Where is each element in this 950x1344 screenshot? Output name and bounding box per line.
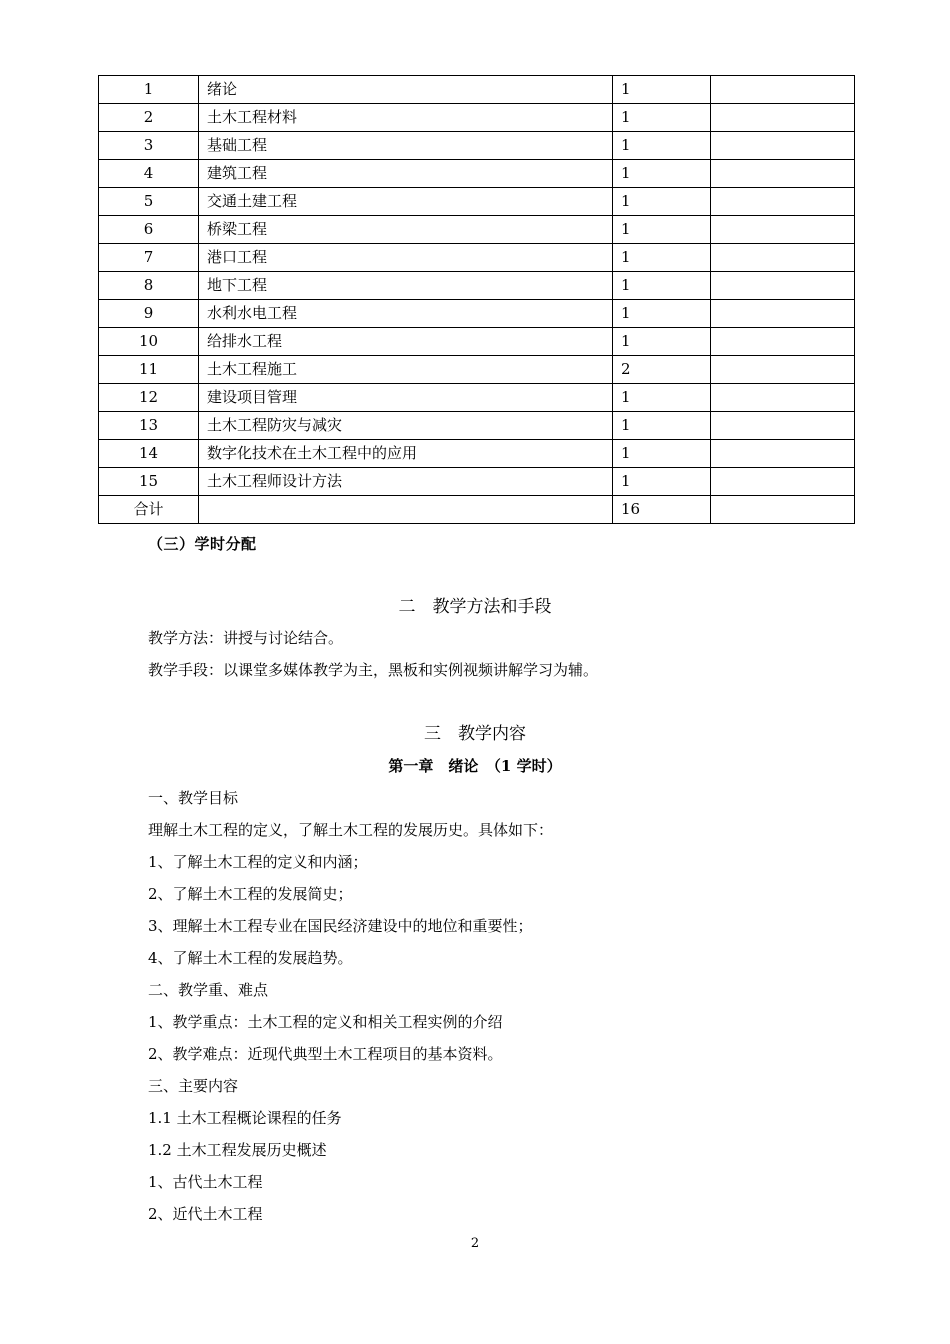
row-hours: 1 bbox=[613, 468, 711, 496]
row-note bbox=[711, 496, 855, 524]
content-line: 1、古代土木工程 bbox=[148, 1173, 263, 1191]
row-note bbox=[711, 356, 855, 384]
row-topic: 水利水电工程 bbox=[199, 300, 613, 328]
row-hours: 1 bbox=[613, 440, 711, 468]
row-hours: 1 bbox=[613, 412, 711, 440]
row-topic: 交通土建工程 bbox=[199, 188, 613, 216]
row-number: 3 bbox=[99, 132, 199, 160]
row-number: 12 bbox=[99, 384, 199, 412]
row-topic: 土木工程防灾与减灾 bbox=[199, 412, 613, 440]
row-hours: 1 bbox=[613, 188, 711, 216]
row-topic: 土木工程材料 bbox=[199, 104, 613, 132]
content-line: 3、理解土木工程专业在国民经济建设中的地位和重要性； bbox=[148, 917, 533, 935]
row-hours: 2 bbox=[613, 356, 711, 384]
table-row bbox=[99, 216, 855, 244]
table-row bbox=[99, 104, 855, 132]
row-note bbox=[711, 216, 855, 244]
table-row bbox=[99, 384, 855, 412]
row-number: 4 bbox=[99, 160, 199, 188]
row-number: 11 bbox=[99, 356, 199, 384]
row-hours: 1 bbox=[613, 272, 711, 300]
section3-title: 三 教学内容 bbox=[424, 724, 526, 744]
row-note bbox=[711, 272, 855, 300]
section2-title: 二 教学方法和手段 bbox=[398, 597, 552, 617]
row-note bbox=[711, 160, 855, 188]
row-note bbox=[711, 104, 855, 132]
row-hours: 1 bbox=[613, 76, 711, 104]
row-number: 15 bbox=[99, 468, 199, 496]
row-number: 7 bbox=[99, 244, 199, 272]
content-line: 一、教学目标 bbox=[148, 789, 239, 807]
table-row bbox=[99, 244, 855, 272]
content-line: 三、主要内容 bbox=[148, 1077, 239, 1095]
content-line: 2、近代土木工程 bbox=[148, 1205, 263, 1223]
row-topic: 数字化技术在土木工程中的应用 bbox=[199, 440, 613, 468]
table-row bbox=[99, 272, 855, 300]
content-line: 1.2 土木工程发展历史概述 bbox=[148, 1141, 327, 1159]
total-hours: 16 bbox=[613, 496, 711, 524]
table-row bbox=[99, 300, 855, 328]
table-total-row bbox=[99, 496, 855, 524]
row-hours: 1 bbox=[613, 132, 711, 160]
row-topic: 土木工程师设计方法 bbox=[199, 468, 613, 496]
hours-table bbox=[98, 75, 855, 524]
row-number: 1 bbox=[99, 76, 199, 104]
row-topic: 基础工程 bbox=[199, 132, 613, 160]
total-label: 合计 bbox=[99, 496, 199, 524]
row-hours: 1 bbox=[613, 384, 711, 412]
row-number: 13 bbox=[99, 412, 199, 440]
row-hours: 1 bbox=[613, 104, 711, 132]
row-hours: 1 bbox=[613, 328, 711, 356]
row-hours: 1 bbox=[613, 216, 711, 244]
row-hours: 1 bbox=[613, 160, 711, 188]
row-note bbox=[711, 468, 855, 496]
row-note bbox=[711, 328, 855, 356]
row-number: 2 bbox=[99, 104, 199, 132]
row-note bbox=[711, 384, 855, 412]
row-number: 8 bbox=[99, 272, 199, 300]
table-row bbox=[99, 188, 855, 216]
table-row bbox=[99, 132, 855, 160]
row-number: 6 bbox=[99, 216, 199, 244]
row-hours: 1 bbox=[613, 244, 711, 272]
content-line: 1、了解土木工程的定义和内涵； bbox=[148, 853, 368, 871]
row-topic: 绪论 bbox=[199, 76, 613, 104]
row-number: 14 bbox=[99, 440, 199, 468]
row-number: 9 bbox=[99, 300, 199, 328]
row-note bbox=[711, 76, 855, 104]
table-body bbox=[99, 76, 855, 524]
content-line: 1、教学重点：土木工程的定义和相关工程实例的介绍 bbox=[148, 1013, 503, 1031]
content-line: 1.1 土木工程概论课程的任务 bbox=[148, 1109, 342, 1127]
row-note bbox=[711, 188, 855, 216]
row-number: 10 bbox=[99, 328, 199, 356]
row-hours: 1 bbox=[613, 300, 711, 328]
content-line: 2、教学难点：近现代典型土木工程项目的基本资料。 bbox=[148, 1045, 503, 1063]
row-note bbox=[711, 440, 855, 468]
content-line: 4、了解土木工程的发展趋势。 bbox=[148, 949, 353, 967]
row-note bbox=[711, 412, 855, 440]
teaching-means: 教学手段：以课堂多媒体教学为主，黑板和实例视频讲解学习为辅。 bbox=[148, 661, 599, 679]
teaching-method: 教学方法：讲授与讨论结合。 bbox=[148, 629, 344, 647]
table-row bbox=[99, 440, 855, 468]
row-note bbox=[711, 300, 855, 328]
row-note bbox=[711, 244, 855, 272]
chapter-title: 第一章 绪论 （1 学时） bbox=[388, 757, 562, 775]
table-row bbox=[99, 468, 855, 496]
table-row bbox=[99, 356, 855, 384]
row-topic: 建设项目管理 bbox=[199, 384, 613, 412]
row-topic: 给排水工程 bbox=[199, 328, 613, 356]
table-row bbox=[99, 76, 855, 104]
row-topic: 建筑工程 bbox=[199, 160, 613, 188]
row-topic bbox=[199, 496, 613, 524]
content-line: 二、教学重、难点 bbox=[148, 981, 269, 999]
table-row bbox=[99, 412, 855, 440]
row-topic: 港口工程 bbox=[199, 244, 613, 272]
content-line: 2、了解土木工程的发展简史； bbox=[148, 885, 353, 903]
row-topic: 桥梁工程 bbox=[199, 216, 613, 244]
hours-allocation-heading: （三）学时分配 bbox=[148, 535, 257, 553]
table-row bbox=[99, 328, 855, 356]
row-note bbox=[711, 132, 855, 160]
row-number: 5 bbox=[99, 188, 199, 216]
table-row bbox=[99, 160, 855, 188]
row-topic: 地下工程 bbox=[199, 272, 613, 300]
page-number: 2 bbox=[470, 1236, 480, 1251]
content-line: 理解土木工程的定义，了解土木工程的发展历史。具体如下： bbox=[148, 821, 554, 839]
row-topic: 土木工程施工 bbox=[199, 356, 613, 384]
